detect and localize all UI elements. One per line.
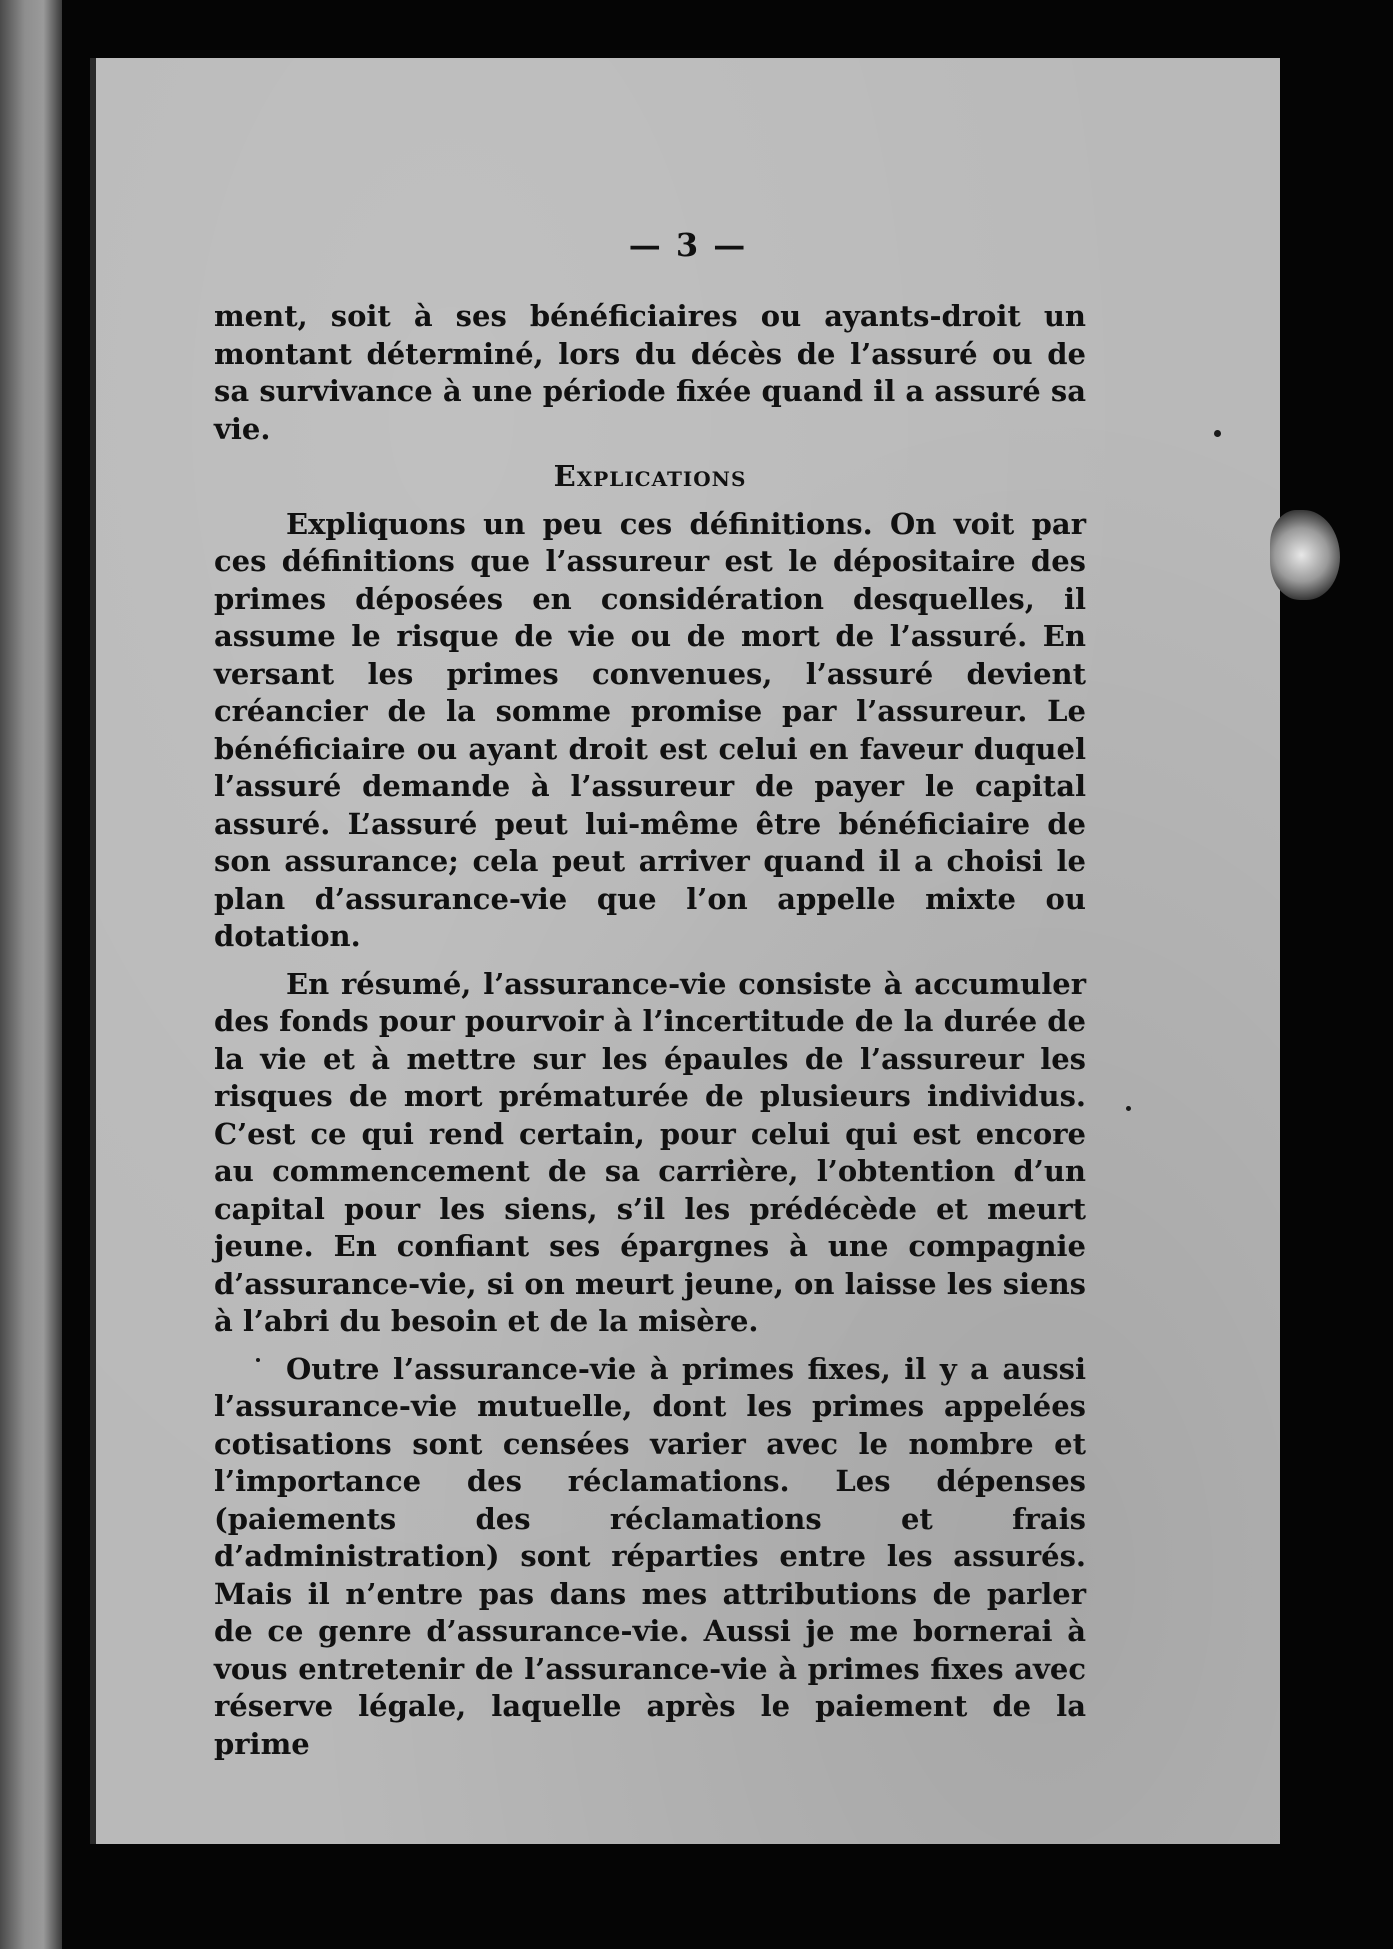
section-heading: Explications: [553, 459, 747, 493]
scan-speck: [256, 1358, 260, 1362]
ink-blot: [1270, 510, 1340, 600]
page-number: — 3 —: [628, 226, 748, 264]
paragraph: En résumé, l’assurance-vie consiste à accumuler des fonds pour pourvoir à l’incertitude de la durée de la vie et à mettre sur les épaules de l’assureur les risques de mort prématurée de plusieurs individus. C’est ce qui rend certain, pour celui qui est encore au commencement de sa carrière, l’obtention d’un capital pour les siens, s’il les prédécède et meurt jeune. En confiant ses épargnes à une compagnie d’assurance-vie, si on meurt jeune, on laisse les siens à l’abri du besoin et de la misère.: [214, 966, 1086, 1338]
adjacent-page-edge: [0, 0, 62, 1949]
paragraph: Outre l’assurance-vie à primes fixes, il y a aussi l’assurance-vie mutuelle, dont les primes appelées cotisations sont censées varier avec le nombre et l’importance des réclamations. Les dépenses (paiements des réclamations et frais d’administration) sont réparties entre les assurés. Mais il n’entre pas dans mes attributions de parler de ce genre d’assurance-vie. Aussi je me bornerai à vous entretenir de l’assurance-vie à primes fixes avec réserve légale, laquelle après le paiement de la prime: [214, 1351, 1086, 1761]
paragraph-continuation: ment, soit à ses bénéficiaires ou ayants-droit un montant déterminé, lors du décès de l’assuré ou de sa survivance à une période fixée quand il a assuré sa vie.: [214, 299, 1086, 446]
paragraph: Expliquons un peu ces définitions. On voit par ces définitions que l’assureur est le dépositaire des primes déposées en considération desquelles, il assume le risque de vie ou de mort de l’assuré. En versant les primes convenues, l’assuré devient créancier de la somme promise par l’assureur. Le bénéficiaire ou ayant droit est celui en faveur duquel l’assuré demande à l’assureur de payer le capital assuré. L’assuré peut lui-même être bénéficiaire de son assurance; cela peut arriver quand il a choisi le plan d’assurance-vie que l’on appelle mixte ou dotation.: [214, 506, 1086, 953]
body-text: [214, 298, 1086, 1773]
scan-speck: [1126, 1106, 1131, 1111]
scan-speck: [1214, 430, 1221, 437]
document-page: [90, 58, 1280, 1844]
